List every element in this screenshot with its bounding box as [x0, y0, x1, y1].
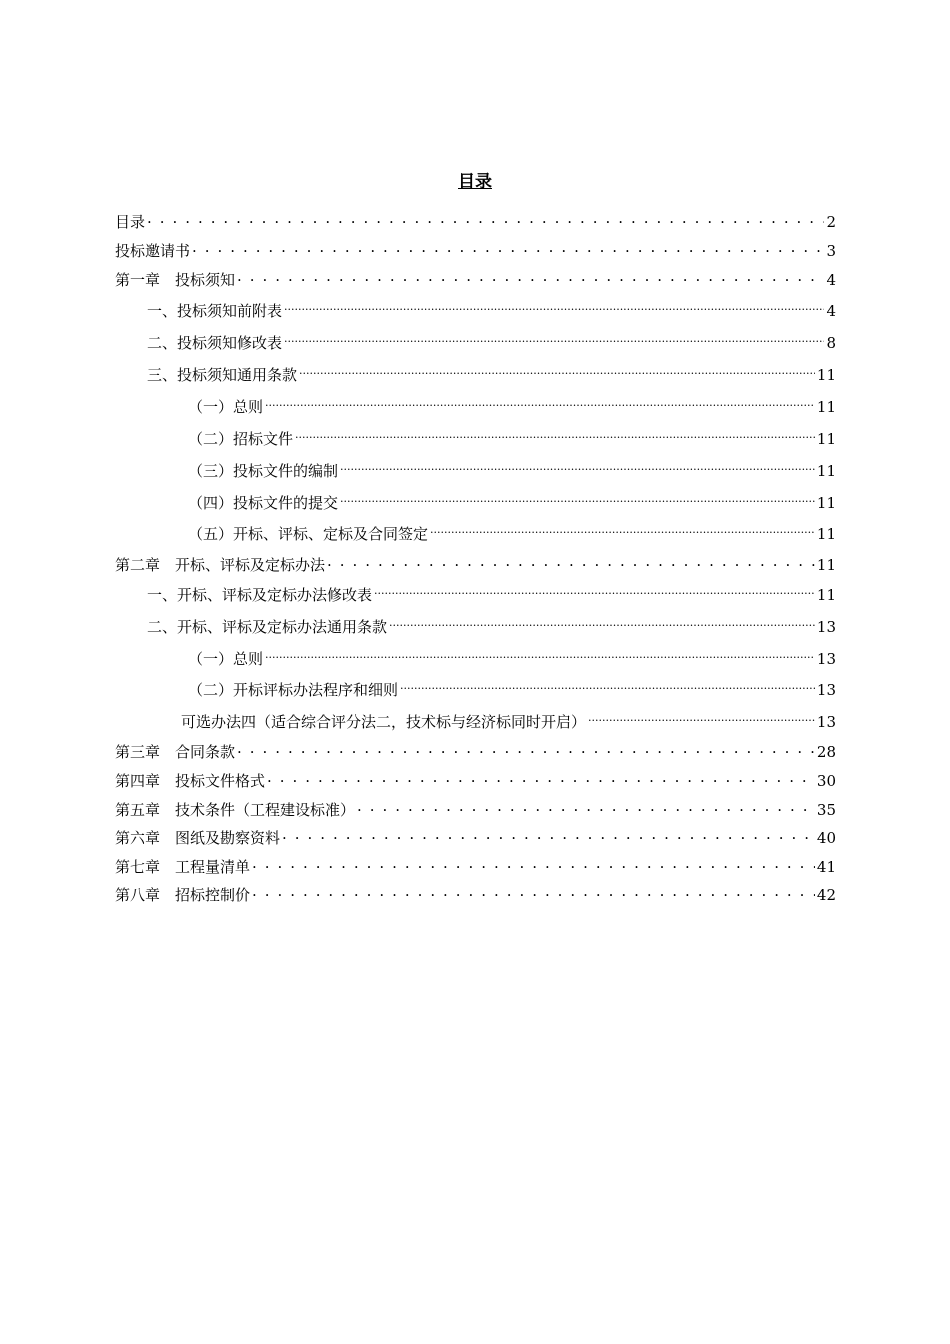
toc-entry[interactable]: [147, 300, 836, 322]
toc-entry-label: 第六章 图纸及勘察资料: [115, 829, 281, 847]
toc-entry-page: 40: [816, 829, 836, 847]
toc-entry[interactable]: [115, 211, 836, 233]
toc-leader-dots: [400, 681, 815, 695]
toc-entry-label: 第八章 招标控制价: [115, 886, 251, 904]
toc-leader-dots: [430, 525, 815, 539]
toc-leader-dots: [588, 713, 815, 727]
toc-entry-label: （一）总则: [188, 650, 264, 668]
toc-leader-dots: [237, 271, 824, 285]
toc-leader-dots: [252, 886, 815, 900]
toc-entry-page: 13: [816, 650, 836, 668]
toc-heading: [0, 170, 950, 194]
toc-entry-label: 投标邀请书: [115, 242, 191, 260]
toc-entry-page: 13: [816, 681, 836, 699]
toc-leader-dots: [265, 398, 815, 412]
toc-entry-page: 4: [826, 302, 836, 320]
toc-entry[interactable]: [188, 523, 836, 545]
toc-entry[interactable]: [181, 711, 836, 733]
toc-entry-page: 11: [816, 525, 836, 543]
toc-entry-page: 13: [816, 618, 836, 636]
toc-entry-page: 42: [816, 886, 836, 904]
toc-leader-dots: [374, 586, 815, 600]
toc-entry-page: 28: [816, 743, 836, 761]
toc-entry[interactable]: [115, 856, 836, 878]
toc-entry[interactable]: [115, 827, 836, 849]
toc-entry-label: （二）开标评标办法程序和细则: [188, 681, 399, 699]
toc-entry-page: 11: [816, 462, 836, 480]
toc-entry-label: 一、投标须知前附表: [147, 302, 283, 320]
toc-entry-label: 二、开标、评标及定标办法通用条款: [147, 618, 388, 636]
toc-entry-page: 2: [826, 213, 836, 231]
toc-leader-dots: [252, 858, 815, 872]
toc-entry-label: 目录: [115, 213, 146, 231]
toc-leader-dots: [282, 829, 815, 843]
toc-entry-label: 可选办法四（适合综合评分法二，技术标与经济标同时开启）: [181, 713, 587, 731]
toc-entry[interactable]: [147, 332, 836, 354]
toc-entry-page: 11: [816, 494, 836, 512]
toc-leader-dots: [267, 772, 815, 786]
toc-entry-page: 3: [826, 242, 836, 260]
toc-entry-label: 二、投标须知修改表: [147, 334, 283, 352]
toc-entry[interactable]: [115, 770, 836, 792]
toc-entry[interactable]: [115, 741, 836, 763]
toc-entry-label: 第一章 投标须知: [115, 271, 236, 289]
toc-entry-label: （五）开标、评标、定标及合同签定: [188, 525, 429, 543]
toc-entry-label: （四）投标文件的提交: [188, 494, 339, 512]
toc-leader-dots: [192, 242, 824, 256]
toc-entry[interactable]: [115, 269, 836, 291]
toc-leader-dots: [284, 334, 824, 348]
toc-entry-page: 30: [816, 772, 836, 790]
toc-entry-page: 11: [816, 430, 836, 448]
toc-leader-dots: [295, 430, 815, 444]
toc-entry-page: 11: [816, 398, 836, 416]
toc-entry-label: 第四章 投标文件格式: [115, 772, 266, 790]
toc-entry-page: 11: [816, 366, 836, 384]
toc-entry-page: 11: [816, 556, 836, 574]
toc-entry[interactable]: [188, 460, 836, 482]
toc-entry-page: 13: [816, 713, 836, 731]
toc-entry-label: 三、投标须知通用条款: [147, 366, 298, 384]
toc-entry-label: （一）总则: [188, 398, 264, 416]
toc-leader-dots: [357, 801, 815, 815]
toc-heading-text: 目录: [458, 172, 492, 192]
toc-entry-label: 一、开标、评标及定标办法修改表: [147, 586, 373, 604]
toc-leader-dots: [340, 462, 815, 476]
toc-leader-dots: [265, 650, 815, 664]
toc-entry[interactable]: [147, 364, 836, 386]
toc-leader-dots: [299, 366, 815, 380]
toc-leader-dots: [389, 618, 815, 632]
toc-entry[interactable]: [147, 584, 836, 606]
toc-entry-page: 8: [826, 334, 836, 352]
toc-entry[interactable]: [115, 799, 836, 821]
toc-entry[interactable]: [115, 240, 836, 262]
toc-entry[interactable]: [188, 679, 836, 701]
toc-entry-page: 11: [816, 586, 836, 604]
toc-entry-page: 4: [826, 271, 836, 289]
toc-entry[interactable]: [188, 648, 836, 670]
toc-entry-label: 第五章 技术条件（工程建设标准）: [115, 801, 356, 819]
toc-entry-page: 35: [816, 801, 836, 819]
toc-entry[interactable]: [115, 554, 836, 576]
toc-entry-label: 第七章 工程量清单: [115, 858, 251, 876]
toc-leader-dots: [340, 494, 815, 508]
toc-entry[interactable]: [147, 616, 836, 638]
toc-entry[interactable]: [188, 492, 836, 514]
toc-entry-label: （三）投标文件的编制: [188, 462, 339, 480]
toc-leader-dots: [147, 213, 824, 227]
toc-entry[interactable]: [115, 884, 836, 906]
toc-entry[interactable]: [188, 396, 836, 418]
toc-leader-dots: [327, 556, 815, 570]
toc-entry-page: 41: [816, 858, 836, 876]
toc-entry-label: 第二章 开标、评标及定标办法: [115, 556, 326, 574]
toc-entry-label: 第三章 合同条款: [115, 743, 236, 761]
toc-leader-dots: [284, 302, 824, 316]
toc-leader-dots: [237, 743, 815, 757]
toc-entry-label: （二）招标文件: [188, 430, 294, 448]
toc-entry[interactable]: [188, 428, 836, 450]
